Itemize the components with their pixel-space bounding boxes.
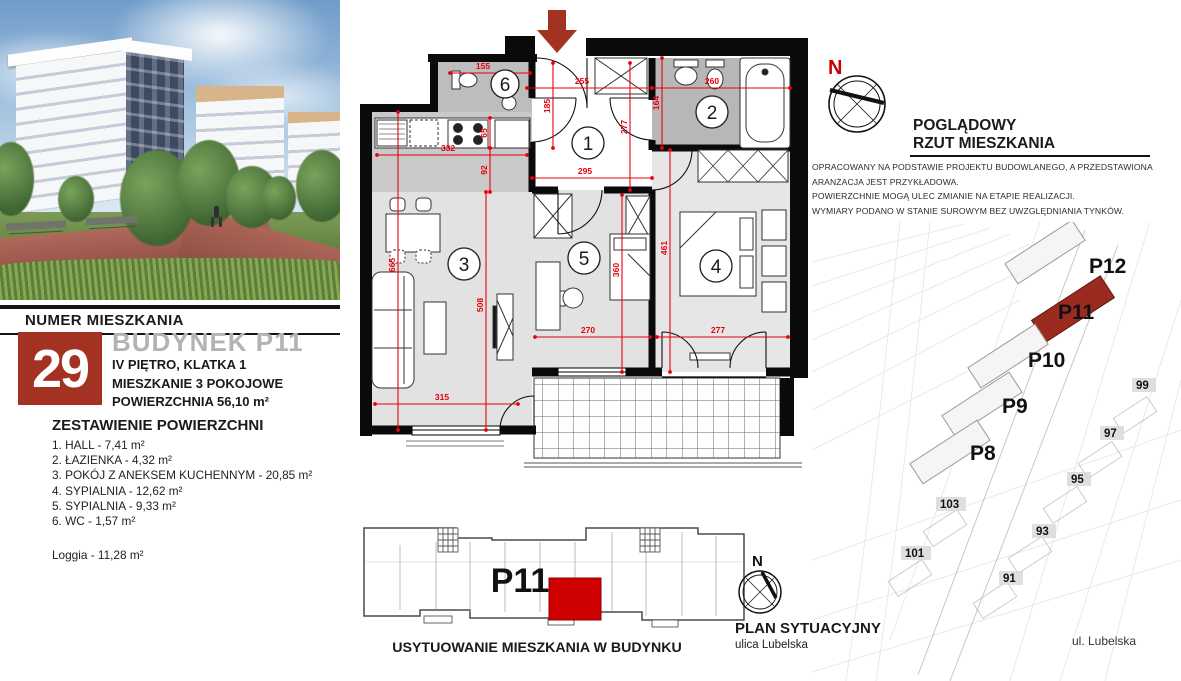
desk-chair [563, 288, 583, 308]
dim-label: 360 [611, 262, 621, 278]
dining-table [386, 214, 440, 252]
kitchen-unit [410, 120, 438, 146]
plot-101: 101 [905, 548, 925, 560]
area-item: 6. WC - 1,57 m² [52, 514, 136, 529]
floor-plan [345, 0, 815, 500]
bathroom-door [610, 98, 652, 140]
closet [762, 210, 786, 240]
cadastral-lines [812, 222, 1181, 681]
area-item: 1. HALL - 7,41 m² [52, 438, 145, 452]
loggia-area: Loggia - 11,28 m² [52, 548, 144, 562]
dim-label: 461 [659, 240, 669, 256]
tv-unit [497, 294, 513, 360]
siteplan-title: PLAN SYTUACYJNY [735, 620, 881, 637]
locator-caption: USYTUOWANIE MIESZKANIA W BUDYNKU [392, 640, 682, 656]
desk [536, 262, 560, 330]
room-number-bedroom-large: 4 [710, 257, 722, 278]
dim-label: 332 [440, 143, 456, 153]
dim-label: 277 [710, 325, 726, 335]
toilet-tank [706, 60, 724, 67]
tree [262, 176, 296, 220]
area-item: 3. POKÓJ Z ANEKSEM KUCHENNYM - 20,85 m² [52, 468, 313, 483]
plot-93: 93 [1036, 526, 1049, 538]
building-title: BUDYNEK P11 [112, 327, 304, 357]
dim-label: 185 [542, 98, 552, 114]
toilet-bowl [459, 73, 477, 87]
label-p11: P11 [1058, 301, 1095, 324]
area-line: POWIERZCHNIA 56,10 m² [112, 394, 269, 409]
dim-label: 315 [434, 392, 450, 402]
plot-95: 95 [1071, 474, 1084, 486]
section-title: NUMER MIESZKANIA [0, 305, 340, 335]
tree [296, 150, 340, 222]
dim-label: 665 [387, 257, 397, 273]
siteplan-subtitle: ulica Lubelska [735, 639, 808, 651]
closet [762, 246, 786, 276]
wc-door [532, 98, 576, 142]
bath-sink [675, 67, 697, 85]
unit-number: 29 [31, 338, 89, 399]
dim-label: 295 [577, 166, 593, 176]
street-label: ul. Lubelska [1072, 634, 1137, 648]
dim-label: 164 [651, 95, 661, 111]
dim-label: 255 [574, 76, 590, 86]
label-p8: P8 [970, 442, 996, 465]
dim-label: 270 [580, 325, 596, 335]
chair [416, 198, 431, 211]
unit-details [112, 356, 283, 412]
bathtub-tap [762, 69, 768, 75]
compass-bottom [730, 548, 800, 618]
sofa [372, 272, 414, 388]
areas-title: ZESTAWIENIE POWIERZCHNI [52, 417, 264, 434]
unit-number-badge [18, 332, 102, 405]
dim-label: 277 [619, 119, 629, 135]
overview-disclaimer [812, 160, 1168, 218]
room-number-living: 3 [458, 255, 470, 276]
dim-label: 260 [704, 76, 720, 86]
room-number-bathroom: 2 [706, 103, 718, 124]
tv [493, 306, 496, 348]
overview-title [913, 117, 1055, 153]
plot-91: 91 [1003, 573, 1016, 585]
overview-title-line2: RZUT MIESZKANIA [913, 135, 1056, 152]
disclaimer-line: ARANŻACJA JEST PRZYKŁADOWA. [812, 176, 959, 187]
room-number-hall: 1 [582, 134, 594, 155]
area-item: 5. SYPIALNIA - 9,33 m² [52, 498, 176, 513]
compass-needle [830, 90, 884, 103]
entrance-arrow-icon [537, 10, 577, 53]
label-p10: P10 [1028, 349, 1066, 372]
area-list [52, 438, 312, 529]
highlighted-unit [549, 578, 601, 620]
cyclist [214, 206, 219, 218]
compass-north-label: N [752, 553, 763, 570]
tree [58, 176, 94, 222]
building-photo [0, 0, 340, 300]
area-item: 2. ŁAZIENKA - 4,32 m² [52, 453, 172, 468]
pillow [740, 256, 753, 288]
type-line: MIESZKANIE 3 POKOJOWE [112, 375, 284, 391]
floor-line: IV PIĘTRO, KLATKA 1 [112, 357, 247, 372]
bathtub-inner [746, 64, 784, 142]
locator-building-label: P11 [490, 562, 550, 600]
pillow [740, 218, 753, 250]
plot-99: 99 [1136, 380, 1149, 392]
dim-label: 92 [479, 165, 489, 175]
loggia-tiles [534, 378, 780, 458]
label-p9: P9 [1002, 395, 1028, 418]
plot-97: 97 [1104, 428, 1117, 440]
fridge [495, 120, 529, 148]
label-p12: P12 [1089, 255, 1127, 278]
burner [454, 124, 463, 133]
disclaimer-line: OPRACOWANY NA PODSTAWIE PROJEKTU BUDOWLANEGO, A PRZEDSTAWIONA [812, 162, 1153, 172]
coffee-table [424, 302, 446, 354]
dim-label: 155 [475, 61, 491, 71]
disclaimer-line: POWIERZCHNIE MOGĄ ULEC ZMIANIE NA ETAPIE REALIZACJI. [812, 191, 1075, 202]
title-underline [910, 155, 1150, 157]
disclaimer-line: WYMIARY PODANO W STANIE SUROWYM BEZ UWZGLĘDNIANIA TYNKÓW. [812, 205, 1125, 216]
compass-top [818, 52, 902, 138]
bath-vanity [674, 60, 698, 67]
closet [762, 282, 786, 312]
tall-grass [0, 258, 340, 300]
dim-label: 508 [475, 297, 485, 313]
pillow [614, 238, 646, 250]
chair [416, 250, 431, 263]
room-number-bedroom-small: 5 [578, 249, 590, 270]
plot-103: 103 [940, 499, 960, 511]
area-item: 4. SYPIALNIA - 12,62 m² [52, 483, 183, 498]
site-plan-map [812, 222, 1181, 681]
overview-title-line1: POGLĄDOWY [913, 117, 1017, 134]
room-number-wc: 6 [499, 75, 511, 96]
compass-north-label: N [828, 57, 843, 79]
dim-label: 65 [479, 128, 489, 138]
plot-number-labels [901, 378, 1156, 585]
